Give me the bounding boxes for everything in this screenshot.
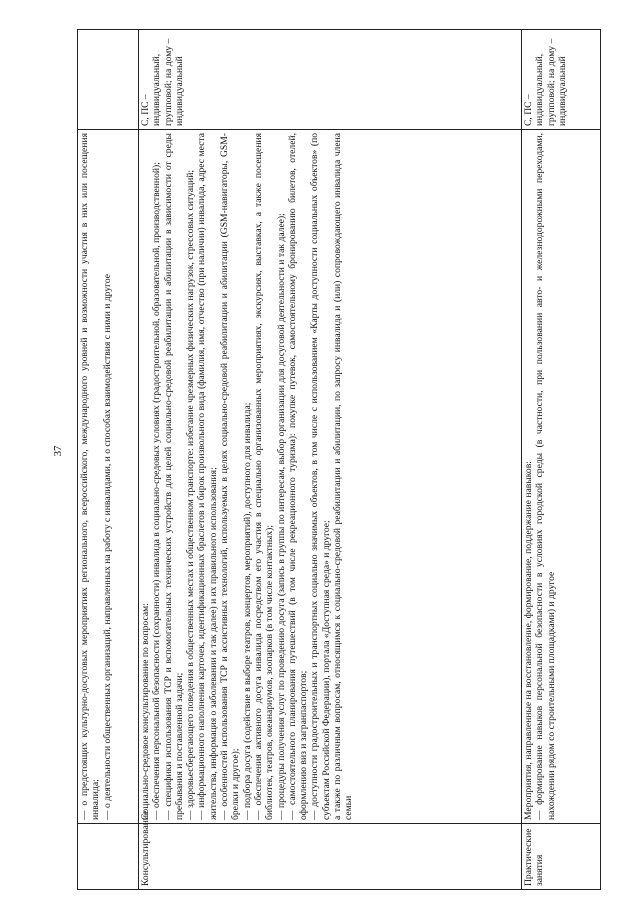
table-row — [78, 30, 139, 890]
content-line: — доступности градостроительных и транспортных социально значимых объектов, в том числе с использованием «Карты доступности социальных объектов» (по субъектам Российской Федерации), портала «Доступная среда» и другое; — [309, 133, 332, 820]
content-line: — о деятельности общественных организаций, направленных на работу с инвалидами, и о способах взаимодействия с ними и другое — [101, 274, 113, 820]
content-cell — [139, 130, 522, 824]
content-line: — подбора досуга (содействие в выборе театров, концертов, мероприятий), доступного для инвалида; — [241, 402, 253, 820]
content-cell — [522, 130, 601, 824]
content-line: — особенностей использования ТСР и ассистивных технологий, используемых в целях социально-средовой реабилитации и абилитации (GSM-навигаторы, GSM-брелки и другое); — [219, 133, 242, 820]
rehabilitation-table — [77, 29, 601, 890]
rotated-page-content — [77, 30, 595, 890]
content-line: — процедуры получения услуг по проведению досуга (запись в группы по интересам, выбор организации для досуговой деятельности и так далее); — [275, 213, 287, 820]
content-line: — самостоятельного планирования путешествий (в том числе рекреационного туризма): покупке путевок, самостоятельному бронированию билетов, отелей, оформлению виз и загранпаспортов; — [286, 133, 310, 820]
content-line: а также по различным вопросам, относящимся к социально-средовой реабилитации и абилитации, по запросу инвалида и (или) сопровождающего инвалида члена семьи — [332, 133, 355, 820]
content-line: — о предстоящих культурно-досуговых мероприятиях регионального, всероссийского, международного уровней и возможности участия в них или посещения инвалида; — [79, 133, 102, 820]
form-cell — [78, 30, 139, 130]
content-line: — информационного наполнения карточек, идентификационных браслетов и бирок произвольного вида (фамилия, имя, отчество (при наличии) инвалида, адрес места жительства, информация о заболевании и так далее) и их правильного использования; — [196, 133, 219, 820]
content-line: Мероприятия, направленные на восстановление, формирование, поддержание навыков: — [523, 461, 534, 820]
table-row — [522, 30, 601, 890]
content-line: Социально-средовое консультирование по вопросам: — [140, 603, 151, 820]
content-line: — обеспечения активного досуга инвалида посредством его участия в специально организованных мероприятиях, экскурсиях, выставках, а также посещения библиотек, театров, океанариумов, зоопарков (в том числе контактных); — [252, 133, 276, 820]
table-row — [139, 30, 522, 890]
section-cell: Консультирование — [139, 824, 522, 890]
form-cell: С, ПС – индивидуальный, групповой; на дому – индивидуальный — [139, 30, 522, 130]
section-cell — [78, 824, 139, 890]
content-cell — [78, 130, 139, 824]
content-line: — обеспечения персональной безопасности (сохранности) инвалида в социально-средовых условиях (градостроительной, образовательной, производственной); — [151, 162, 163, 820]
form-cell: С, ПС – индивидуальный, групповой; на дому – индивидуальный — [522, 30, 601, 130]
section-cell: Практические занятия — [522, 824, 601, 890]
content-line: — специфики использования ТСР и вспомогательных технических устройств для целей социально-средовой реабилитации и абилитации в зависимости от среды пребывания и поставленной задачи; — [162, 133, 185, 820]
content-line: — формирование навыков персональной безопасности в условиях городской среды (в частности, при пользовании авто- и железнодорожными переходами, нахождении рядом со строительными площадками) и другое — [534, 133, 557, 820]
page-number: 37 — [52, 445, 64, 457]
content-line: — здоровьесберегающего поведения в общественных местах и общественном транспорте: избегание чрезмерных физических нагрузок, стрессовых ситуаций; — [185, 169, 197, 820]
